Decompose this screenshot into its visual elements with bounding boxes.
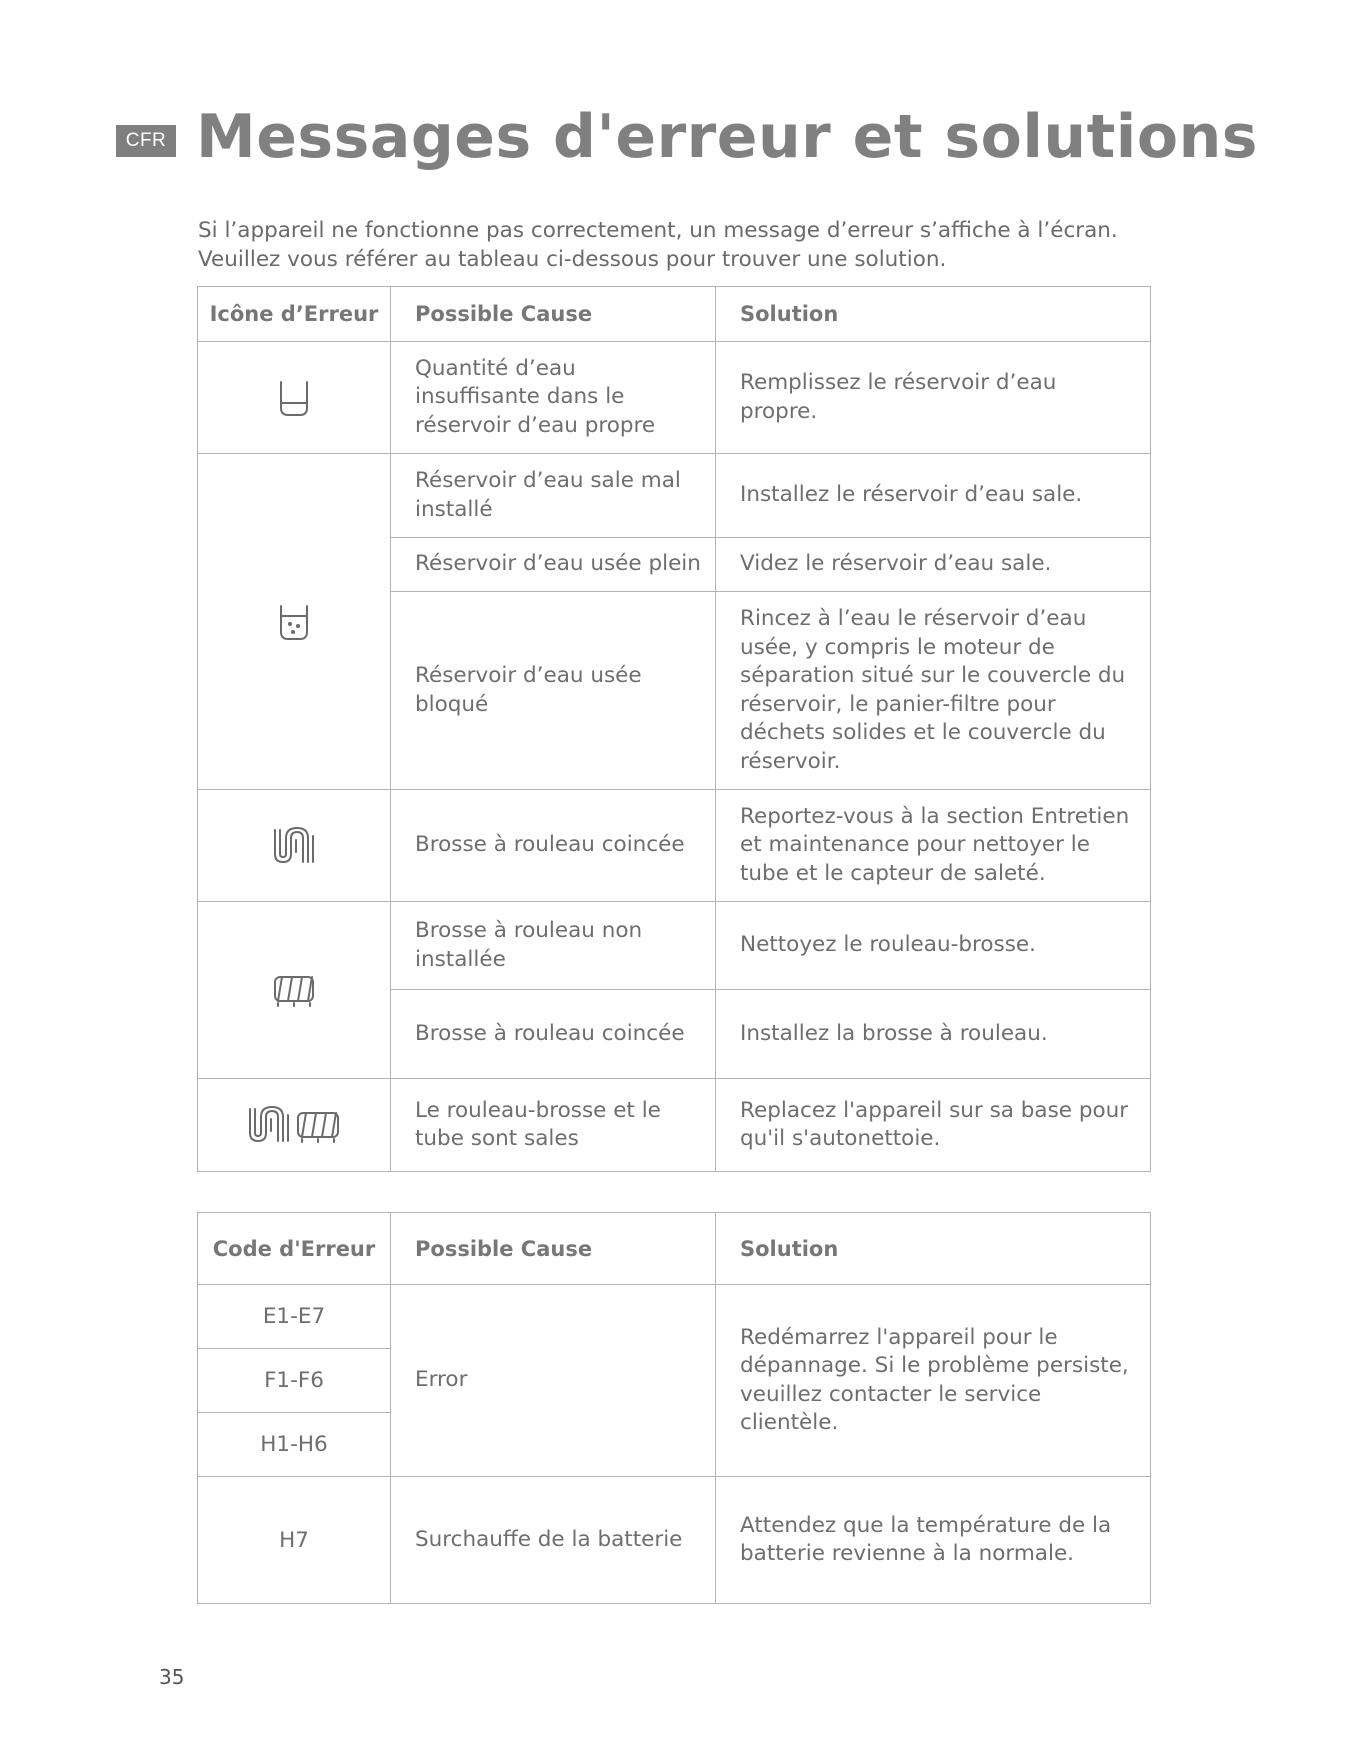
header-solution: Solution — [716, 287, 1151, 342]
table-row — [198, 454, 1151, 538]
language-badge: CFR — [116, 125, 176, 157]
error-code-cell: E1-E7 — [198, 1285, 391, 1349]
icon-cell — [198, 902, 391, 1079]
icon-cell — [198, 1079, 391, 1172]
icon-cell — [198, 454, 391, 790]
cause-cell: Réservoir d’eau usée plein — [391, 538, 716, 592]
tube-and-roller-icon — [246, 1105, 342, 1145]
solution-cell: Installez la brosse à rouleau. — [716, 990, 1151, 1079]
solution-cell: Remplissez le réservoir d’eau propre. — [716, 342, 1151, 454]
page-number: 35 — [159, 1665, 185, 1689]
cause-cell: Brosse à rouleau non installée — [391, 902, 716, 990]
cause-cell: Réservoir d’eau usée bloqué — [391, 592, 716, 790]
error-code-cell: H7 — [198, 1477, 391, 1604]
solution-cell: Rincez à l’eau le réservoir d’eau usée, y compris le moteur de séparation situé sur le couvercle du réservoir, le panier-filtre pour déchets solides et le couvercle du réservoir. — [716, 592, 1151, 790]
solution-cell: Redémarrez l'appareil pour le dépannage. Si le problème persiste, veuillez contacter le service clientèle. — [716, 1285, 1151, 1477]
error-icon-table — [197, 286, 1151, 1172]
cause-cell: Brosse à rouleau coincée — [391, 990, 716, 1079]
table-header-row — [198, 287, 1151, 342]
intro-line-1: Si l’appareil ne fonctionne pas correctement, un message d’erreur s’affiche à l’écran. — [198, 218, 1118, 243]
solution-cell: Nettoyez le rouleau-brosse. — [716, 902, 1151, 990]
cause-cell: Le rouleau-brosse et le tube sont sales — [391, 1079, 716, 1172]
cause-cell: Brosse à rouleau coincée — [391, 790, 716, 902]
error-code-cell: F1-F6 — [198, 1349, 391, 1413]
table-row — [198, 1079, 1151, 1172]
cause-cell: Surchauffe de la batterie — [391, 1477, 716, 1604]
cause-cell: Quantité d’eau insuffisante dans le réservoir d’eau propre — [391, 342, 716, 454]
icon-cell — [198, 790, 391, 902]
table-row — [198, 790, 1151, 902]
solution-cell: Videz le réservoir d’eau sale. — [716, 538, 1151, 592]
cause-cell: Error — [391, 1285, 716, 1477]
icon-cell — [198, 342, 391, 454]
intro-text — [198, 216, 1158, 274]
error-code-table — [197, 1212, 1151, 1604]
intro-line-2: Veuillez vous référer au tableau ci-dessous pour trouver une solution. — [198, 247, 947, 272]
table-row — [198, 902, 1151, 990]
error-code-cell: H1-H6 — [198, 1413, 391, 1477]
solution-cell: Attendez que la température de la batterie revienne à la normale. — [716, 1477, 1151, 1604]
header-error-code: Code d'Erreur — [198, 1213, 391, 1285]
solution-cell: Installez le réservoir d’eau sale. — [716, 454, 1151, 538]
header-solution: Solution — [716, 1213, 1151, 1285]
roller-tube-icon — [271, 826, 317, 866]
solution-cell: Reportez-vous à la section Entretien et maintenance pour nettoyer le tube et le capteur de saleté. — [716, 790, 1151, 902]
table-row — [198, 342, 1151, 454]
cause-cell: Réservoir d’eau sale mal installé — [391, 454, 716, 538]
header-error-icon: Icône d’Erreur — [198, 287, 391, 342]
table-row — [198, 1285, 1151, 1349]
header-possible-cause: Possible Cause — [391, 1213, 716, 1285]
clean-water-tank-icon — [278, 378, 310, 418]
roller-brush-icon — [272, 973, 316, 1007]
table-header-row — [198, 1213, 1151, 1285]
table-row — [198, 1477, 1151, 1604]
solution-cell: Replacez l'appareil sur sa base pour qu'il s'autonettoie. — [716, 1079, 1151, 1172]
dirty-water-tank-icon — [278, 602, 310, 642]
page-title: Messages d'erreur et solutions — [196, 102, 1259, 172]
header-possible-cause: Possible Cause — [391, 287, 716, 342]
